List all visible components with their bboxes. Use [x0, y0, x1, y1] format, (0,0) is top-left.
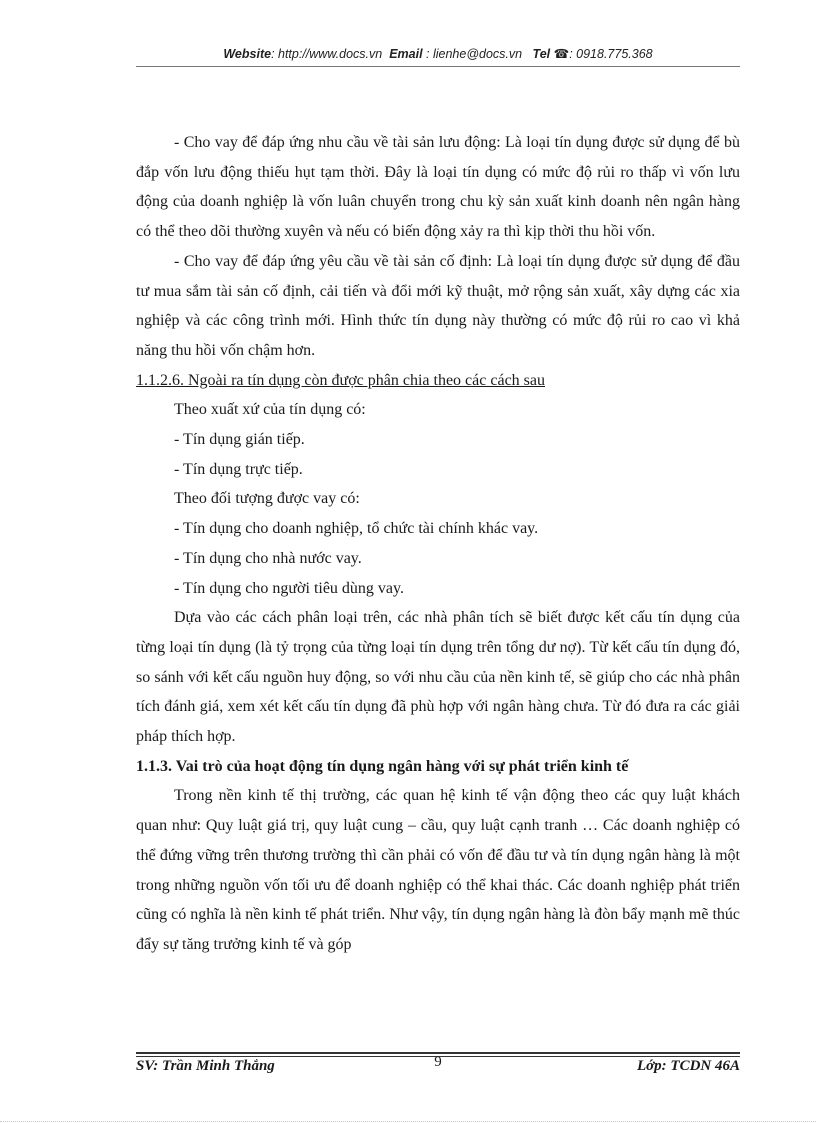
- website-label: Website: [223, 47, 272, 61]
- email-value: : lienhe@docs.vn: [426, 47, 523, 61]
- page-number: 9: [434, 1054, 442, 1070]
- list-item: - Tín dụng trực tiếp.: [174, 460, 303, 478]
- email-label: Email: [389, 47, 423, 61]
- subheading-container: [136, 366, 740, 396]
- list-item: Theo đối tượng được vay có:: [174, 490, 360, 508]
- student-name: SV: Trần Minh Thắng: [136, 1058, 275, 1074]
- tel-value: : 0918.775.368: [569, 47, 653, 61]
- tel-label: Tel: [532, 47, 551, 61]
- class-name: Lớp: TCDN 46A: [636, 1058, 740, 1074]
- page-header: [136, 46, 740, 61]
- header-divider: [136, 66, 740, 67]
- paragraph-classification: Dựa vào các cách phân loại trên, các nhà phân tích sẽ biết được kết cấu tín dụng của từng loại tín dụng (là tỷ trọng của từng loại tín dụng trên tổng dư nợ). Từ kết cấu tín dụng đó, so sánh với kết cấu nguồn huy động, so với nhu cầu của nền kinh tế, sẽ giúp cho các nhà phân tích đánh giá, xem xét kết cấu tín dụng đã phù hợp với ngân hàng chưa. Từ đó đưa ra các giải pháp thích hợp.: [136, 609, 740, 746]
- paragraph-market-economy: Trong nền kinh tế thị trường, các quan hệ kinh tế vận động theo các quy luật khách quan như: Quy luật giá trị, quy luật cung – cầu, quy luật cạnh tranh … Các doanh nghiệp có thể đứng vững trên thương trường thì cần phải có vốn để đầu tư và tín dụng ngân hàng là một trong những nguồn vốn tối ưu để doanh nghiệp có thể khai thác. Các doanh nghiệp phát triển cũng có nghĩa là nền kinh tế phát triển. Như vậy, tín dụng ngân hàng là đòn bẩy mạnh mẽ thúc đẩy sự tăng trưởng kinh tế và góp: [136, 787, 740, 953]
- section-heading-1-1-3: 1.1.3. Vai trò của hoạt động tín dụng ngân hàng với sự phát triển kinh tế: [136, 757, 629, 775]
- paragraph-current-assets: - Cho vay để đáp ứng nhu cầu về tài sản lưu động: Là loại tín dụng được sử dụng để bù đắp vốn lưu động thiếu hụt tạm thời. Đây là loại tín dụng có mức độ rủi ro thấp vì vốn lưu động của doanh nghiệp là vốn luân chuyển trong chu kỳ sản xuất kinh doanh nên ngân hàng có thể theo dõi thường xuyên và nếu có biến động xảy ra thì kịp thời thu hồi vốn.: [136, 134, 740, 241]
- page-edge-divider: [0, 1121, 816, 1122]
- paragraph-fixed-assets: - Cho vay để đáp ứng yêu cầu về tài sản cố định: Là loại tín dụng được sử dụng để đầu tư mua sắm tài sản cố định, cải tiến và đổi mới kỹ thuật, mở rộng sản xuất, xây dựng các xia nghiệp và các công trình mới. Hình thức tín dụng này thường có mức độ rủi ro cao vì khả năng thu hồi vốn chậm hơn.: [136, 252, 740, 359]
- website-value: : http://www.docs.vn: [271, 47, 383, 61]
- page-footer: [136, 1054, 740, 1080]
- list-item: - Tín dụng gián tiếp.: [174, 431, 305, 449]
- phone-icon: ☎: [553, 47, 570, 61]
- list-item: - Tín dụng cho người tiêu dùng vay.: [174, 579, 404, 597]
- subheading-1-1-2-6: 1.1.2.6. Ngoài ra tín dụng còn được phân chia theo các cách sau: [136, 371, 545, 389]
- list-item: Theo xuất xứ của tín dụng có:: [174, 401, 366, 419]
- list-item: - Tín dụng cho nhà nước vay.: [174, 549, 362, 567]
- document-body: [136, 128, 740, 960]
- list-item: - Tín dụng cho doanh nghiệp, tổ chức tài chính khác vay.: [174, 520, 539, 538]
